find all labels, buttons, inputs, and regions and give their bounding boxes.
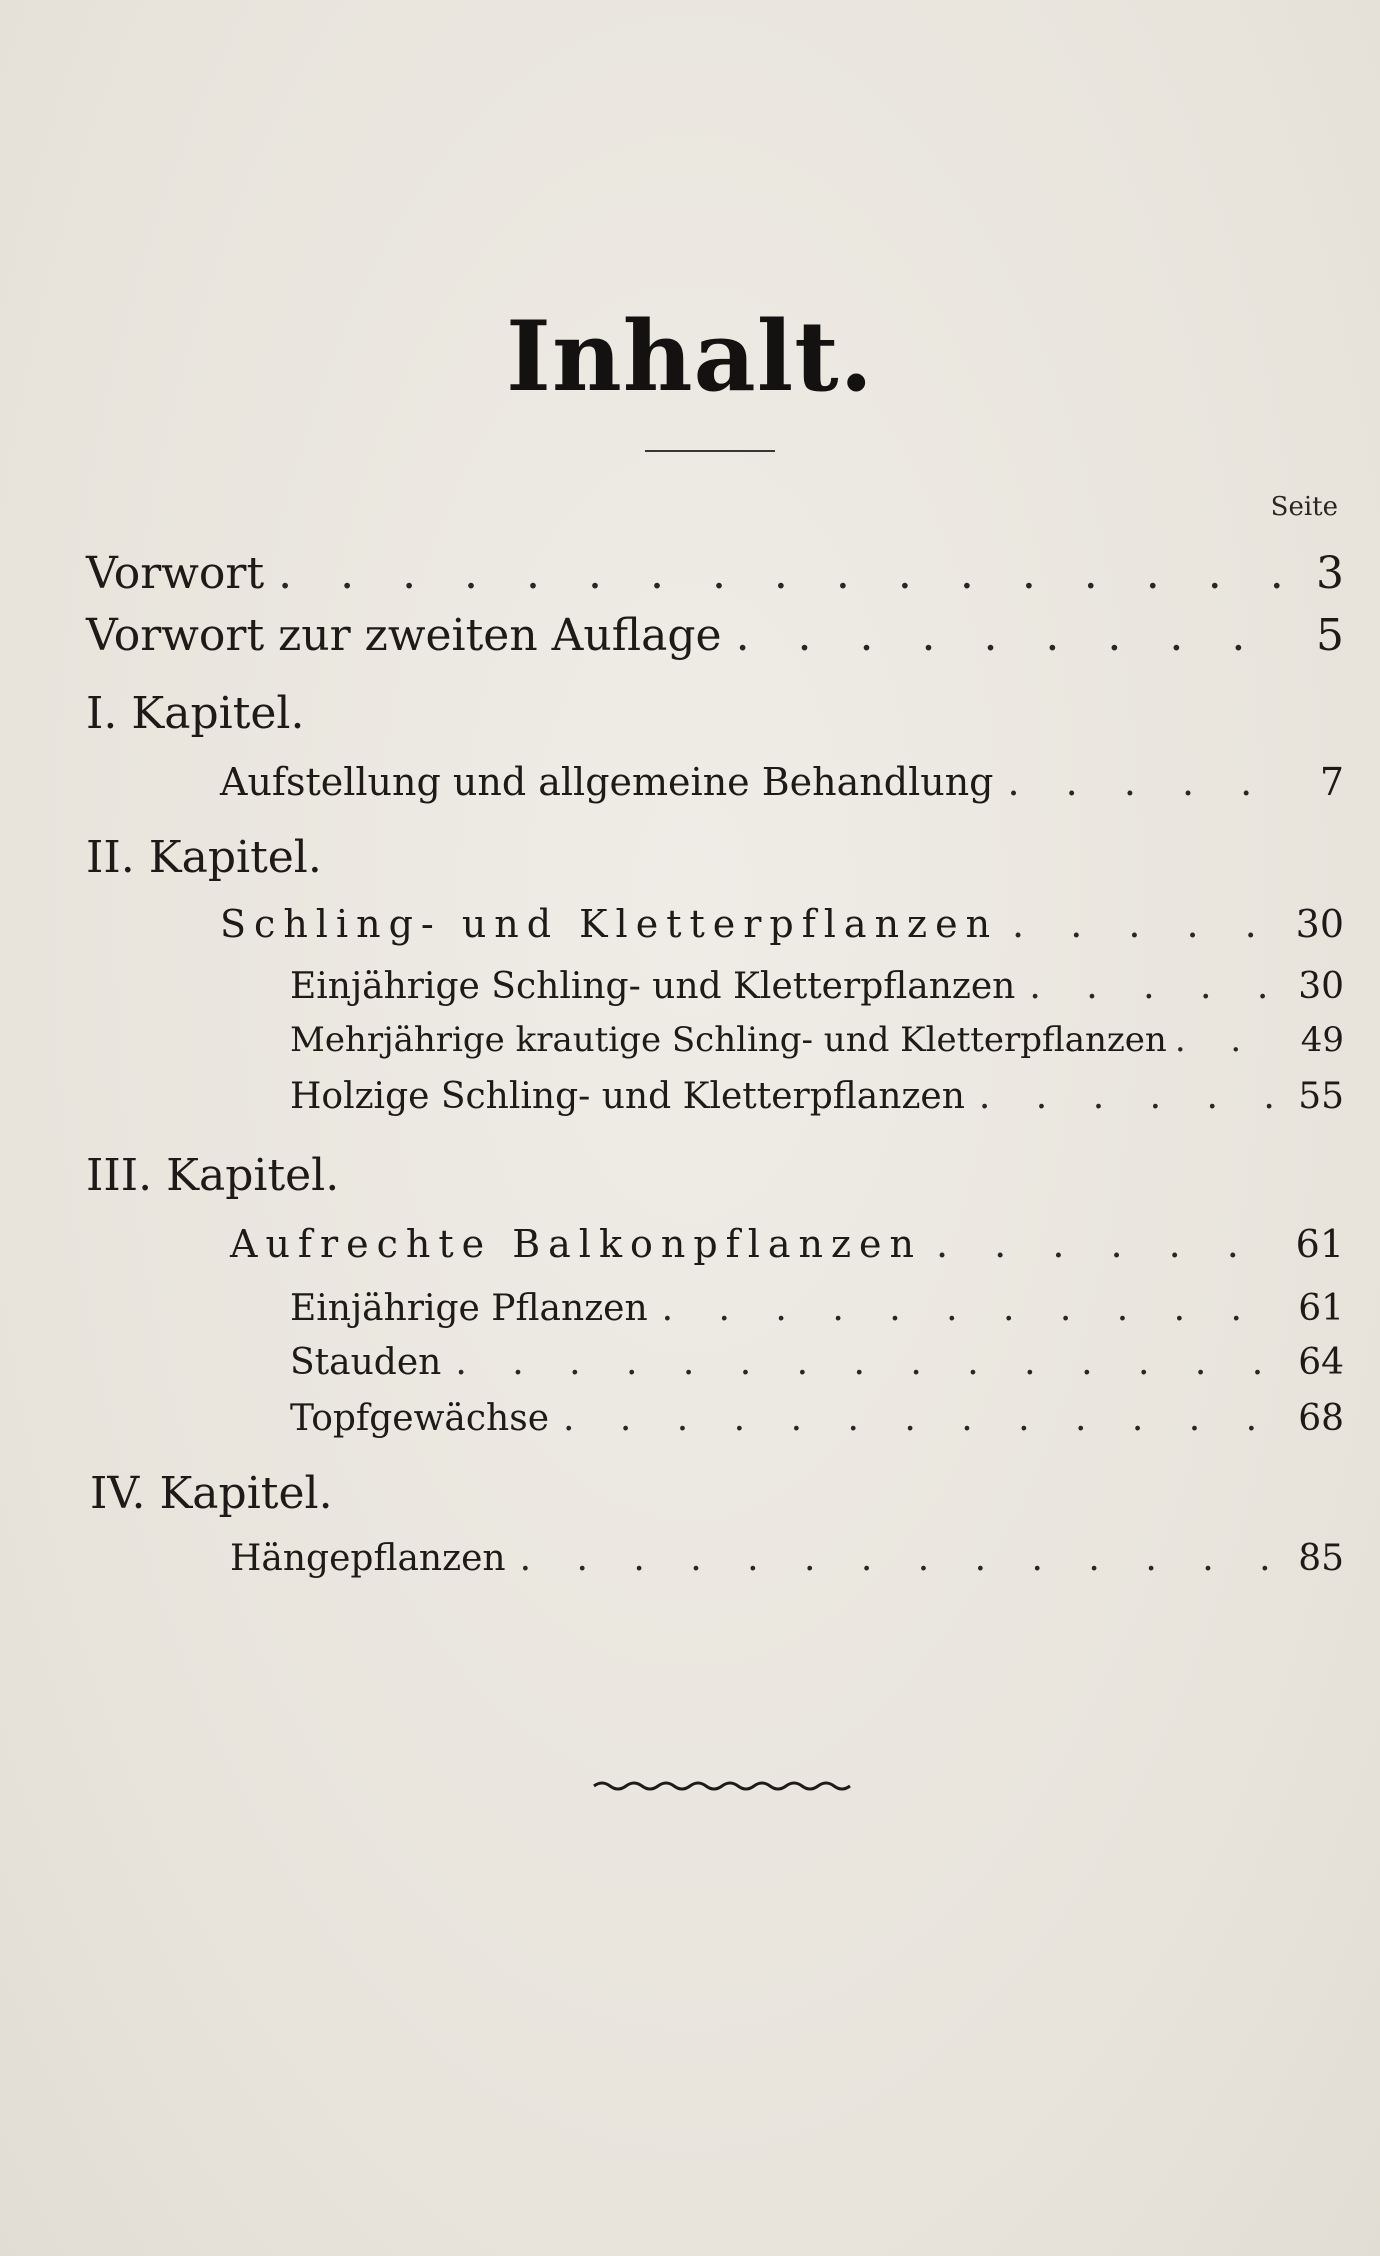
toc-entry-label: Vorwort xyxy=(86,548,265,599)
toc-entry-page: 30 xyxy=(1298,966,1344,1007)
chapter-heading-2: II. Kapitel. xyxy=(86,832,322,883)
dot-leader xyxy=(662,1288,1280,1329)
page-title: Inhalt. xyxy=(506,300,874,413)
toc-entry-label: Einjährige Pflanzen xyxy=(290,1288,648,1329)
chapter-heading-4: IV. Kapitel. xyxy=(90,1468,333,1519)
toc-entry-label: Holzige Schling- und Kletterpflanzen xyxy=(290,1076,965,1117)
toc-entry-aufrechte[interactable] xyxy=(230,1222,1344,1266)
toc-entry-label: Topfgewächse xyxy=(290,1398,550,1439)
toc-entry-page: 61 xyxy=(1298,1288,1344,1329)
dot-leader xyxy=(1008,760,1280,804)
toc-entry-page: 7 xyxy=(1319,760,1344,804)
toc-entry-label: Aufrechte Balkonpflanzen xyxy=(230,1222,922,1266)
chapter-heading-1: I. Kapitel. xyxy=(86,688,305,739)
toc-entry-page: 30 xyxy=(1295,902,1344,946)
toc-entry-vorwort-2[interactable] xyxy=(86,610,1344,661)
chapter-heading-3: III. Kapitel. xyxy=(86,1150,340,1201)
toc-entry-holzige[interactable] xyxy=(290,1076,1344,1117)
toc-entry-page: 64 xyxy=(1298,1342,1344,1383)
toc-entry-page: 85 xyxy=(1298,1538,1344,1579)
dot-leader xyxy=(736,610,1280,661)
toc-entry-label: Vorwort zur zweiten Auflage xyxy=(86,610,722,661)
toc-entry-aufstellung[interactable] xyxy=(220,760,1344,804)
toc-entry-label: Stauden xyxy=(290,1342,442,1383)
toc-entry-label: Aufstellung und allgemeine Behandlung xyxy=(220,760,994,804)
dot-leader xyxy=(1029,966,1280,1007)
toc-entry-label: Mehrjährige krautige Schling- und Kletterpflanzen xyxy=(290,1020,1167,1060)
page-column-label: Seite xyxy=(1270,492,1338,522)
dot-leader xyxy=(278,548,1280,599)
toc-entry-topfgewaechse[interactable] xyxy=(290,1398,1344,1439)
toc-entry-page: 3 xyxy=(1316,548,1344,599)
dot-leader xyxy=(936,1222,1280,1266)
toc-entry-label: Schling- und Kletterpflanzen xyxy=(220,902,999,946)
dot-leader xyxy=(1012,902,1280,946)
dot-leader xyxy=(563,1398,1280,1439)
toc-entry-page: 55 xyxy=(1298,1076,1344,1117)
toc-entry-label: Einjährige Schling- und Kletterpflanzen xyxy=(290,966,1016,1007)
dot-leader xyxy=(979,1076,1280,1117)
dot-leader xyxy=(1175,1020,1286,1060)
dot-leader xyxy=(455,1342,1280,1383)
toc-entry-page: 5 xyxy=(1316,610,1344,661)
wavy-ornament xyxy=(592,1778,854,1794)
toc-entry-einjaehrige-schling[interactable] xyxy=(290,966,1344,1007)
toc-entry-page: 49 xyxy=(1300,1020,1344,1060)
toc-entry-label: Hängepflanzen xyxy=(230,1538,506,1579)
toc-entry-stauden[interactable] xyxy=(290,1342,1344,1383)
toc-entry-einjaehrige-pflanzen[interactable] xyxy=(290,1288,1344,1329)
toc-entry-page: 61 xyxy=(1295,1222,1344,1266)
dot-leader xyxy=(520,1538,1280,1579)
toc-entry-haengepflanzen[interactable] xyxy=(230,1538,1344,1579)
toc-entry-mehrjaehrige[interactable] xyxy=(290,1020,1344,1060)
toc-entry-vorwort[interactable] xyxy=(86,548,1344,599)
toc-entry-schling[interactable] xyxy=(220,902,1344,946)
toc-entry-page: 68 xyxy=(1298,1398,1344,1439)
